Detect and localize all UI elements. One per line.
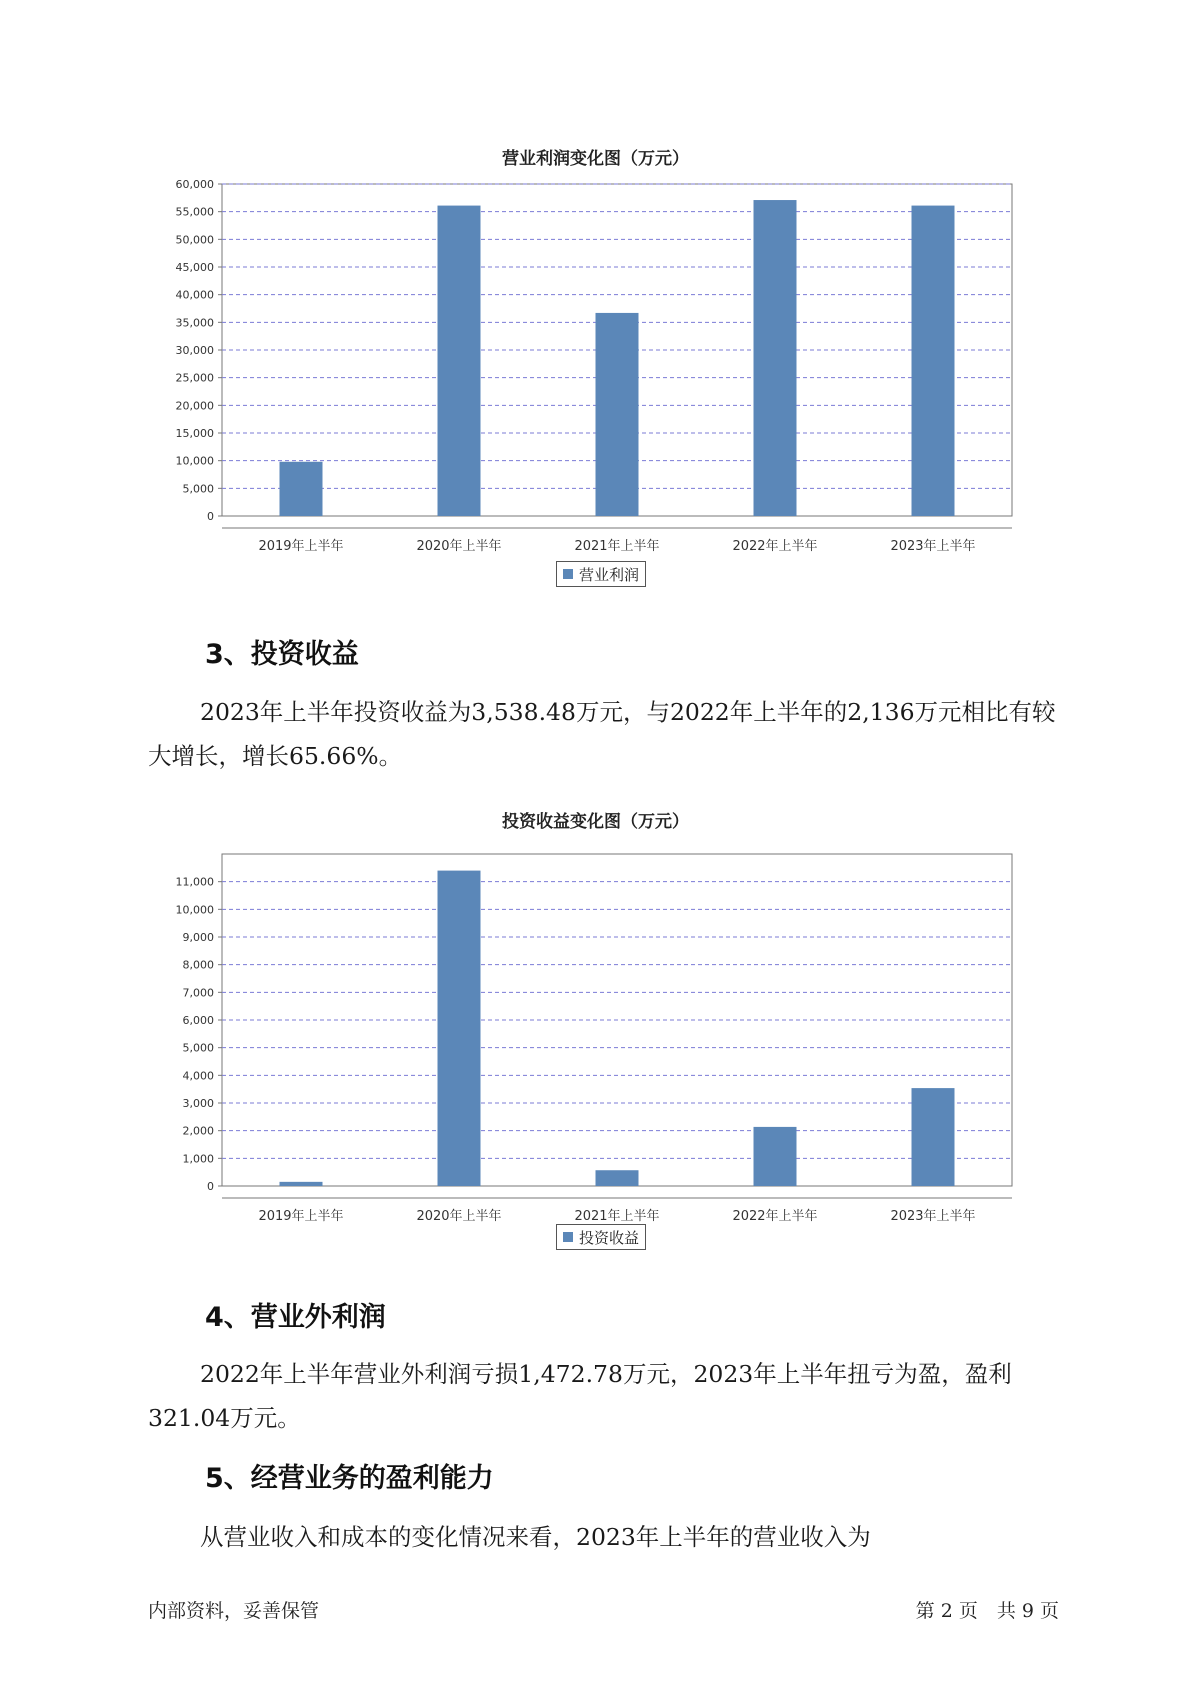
y-tick-label: 10,000 [175,454,214,468]
x-tick-label: 2021年上半年 [574,1209,660,1224]
bar [754,200,797,516]
y-tick-label: 60,000 [175,178,214,191]
investment-income-chart [0,840,1191,1224]
section-3-heading: 3、投资收益 [205,639,359,670]
y-tick-label: 0 [207,510,214,523]
x-tick-label: 2019年上半年 [258,539,344,554]
y-tick-label: 3,000 [182,1097,214,1110]
section-5-heading: 5、经营业务的盈利能力 [205,1463,494,1494]
section-3-paragraph: 2023年上半年投资收益为3,538.48万元，与2022年上半年的2,136万元相比有较大增长，增长65.66%。 [148,698,1056,770]
section-4-heading: 4、营业外利润 [205,1302,386,1333]
bar [596,313,639,516]
bar [596,1170,639,1186]
operating-profit-chart [0,170,1191,554]
x-tick-label: 2021年上半年 [574,539,660,554]
y-tick-label: 2,000 [182,1124,214,1138]
x-tick-label: 2019年上半年 [258,1209,344,1224]
y-tick-label: 35,000 [175,316,214,330]
bar [280,462,323,516]
x-tick-label: 2023年上半年 [890,539,976,554]
y-tick-label: 20,000 [175,399,214,413]
y-tick-label: 11,000 [175,875,214,889]
y-tick-label: 8,000 [182,958,214,972]
bar [912,1088,955,1186]
y-tick-label: 15,000 [175,427,214,440]
x-tick-label: 2020年上半年 [416,539,502,554]
y-tick-label: 5,000 [182,1041,214,1055]
y-tick-label: 0 [207,1180,214,1193]
y-tick-label: 45,000 [175,261,214,274]
y-tick-label: 40,000 [175,288,214,302]
y-tick-label: 55,000 [175,205,214,219]
chart2-legend [556,1224,646,1250]
x-tick-label: 2022年上半年 [732,1209,818,1224]
chart1-legend [556,561,646,587]
x-tick-label: 2023年上半年 [890,1209,976,1224]
chart1-title: 营业利润变化图（万元） [502,149,689,169]
x-tick-label: 2022年上半年 [732,539,818,554]
x-tick-label: 2020年上半年 [416,1209,502,1224]
chart2-title: 投资收益变化图（万元） [502,812,689,832]
chart2-legend-label: 投资收益 [579,1228,640,1247]
y-tick-label: 30,000 [175,344,214,357]
y-tick-label: 50,000 [175,233,214,247]
bar [912,206,955,516]
legend-swatch [563,569,573,579]
bar [280,1182,323,1186]
section-4-paragraph: 2022年上半年营业外利润亏损1,472.78万元，2023年上半年扭亏为盈，盈利321.04万元。 [148,1360,1012,1432]
y-tick-label: 10,000 [175,903,214,917]
y-tick-label: 25,000 [175,371,214,385]
y-tick-label: 5,000 [182,482,214,496]
y-tick-label: 7,000 [182,986,214,1000]
chart1-legend-label: 营业利润 [579,565,640,584]
legend-swatch [563,1232,573,1242]
section-5-paragraph: 从营业收入和成本的变化情况来看，2023年上半年的营业收入为 [200,1523,871,1551]
y-tick-label: 6,000 [182,1014,214,1027]
bar [754,1127,797,1186]
bar [438,871,481,1186]
page-number: 第 2 页 共 9 页 [915,1600,1059,1622]
y-tick-label: 1,000 [182,1152,214,1166]
y-tick-label: 9,000 [182,931,214,944]
bar [438,206,481,516]
footer-note: 内部资料，妥善保管 [148,1600,320,1622]
y-tick-label: 4,000 [182,1069,214,1083]
